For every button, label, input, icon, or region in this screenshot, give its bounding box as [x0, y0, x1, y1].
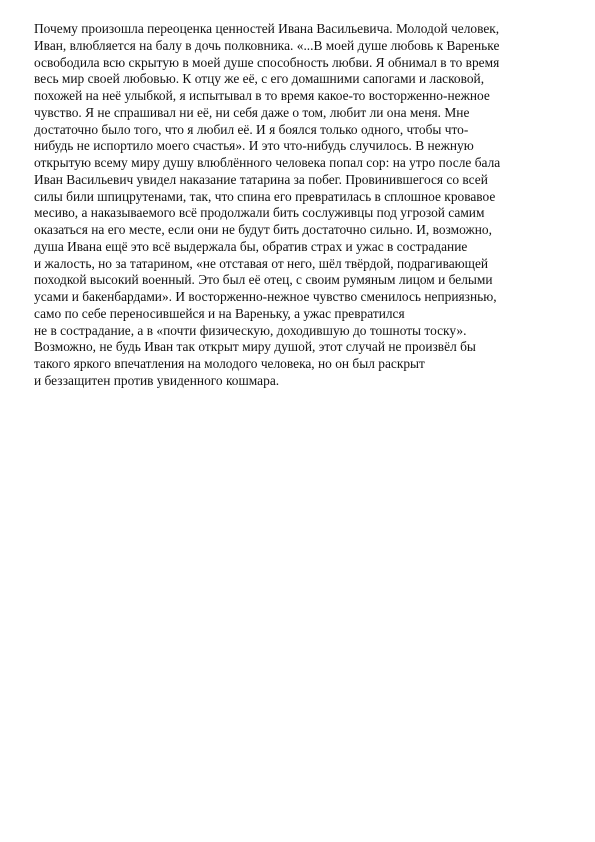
- text-line: Иван Васильевич увидел наказание татарина за побег. Провинившегося со всей: [34, 171, 488, 187]
- text-line: месиво, а наказываемого всё продолжали бить сослуживцы под угрозой самим: [34, 205, 485, 221]
- text-line: походкой высокий военный. Это был её отец, с своим румяным лицом и белыми: [34, 272, 493, 288]
- text-line: чувство. Я не спрашивал ни её, ни себя даже о том, любит ли она меня. Мне: [34, 104, 470, 120]
- text-line: освободила всю скрытую в моей душе способность любви. Я обнимал в то время: [34, 54, 500, 70]
- text-line: Почему произошла переоценка ценностей Ивана Васильевича. Молодой человек,: [34, 21, 500, 36]
- text-line: открытую всему миру душу влюблённого человека попал сор: на утро после бала: [34, 155, 501, 170]
- text-line: усами и бакенбардами». И восторженно-нежное чувство сменилось неприязнью,: [34, 289, 497, 304]
- text-line: и беззащитен против увиденного кошмара.: [34, 372, 280, 388]
- text-line: весь мир своей любовью. К отцу же её, с его домашними сапогами и ласковой,: [34, 71, 485, 87]
- essay-paragraph: [34, 21, 566, 390]
- text-line: и жалость, но за татарином, «не отставая от него, шёл твёрдой, подрагивающей: [34, 255, 489, 271]
- text-line: не в сострадание, а в «почти физическую, доходившую до тошноты тоску».: [34, 322, 467, 338]
- text-line: нибудь не испортило моего счастья». И это что-нибудь случилось. В нежную: [34, 138, 474, 154]
- text-line: оказаться на его месте, если они не будут бить достаточно сильно. И, возможно,: [34, 222, 492, 237]
- text-line: само по себе переносившейся и на Вареньку, а ужас превратился: [34, 305, 405, 321]
- text-line: силы били шпицрутенами, так, что спина его превратилась в сплошное кровавое: [34, 188, 496, 204]
- text-line: Иван, влюбляется на балу в дочь полковника. «...В моей душе любовь к Вареньке: [34, 37, 500, 53]
- text-line: такого яркого впечатления на молодого человека, но он был раскрыт: [34, 356, 425, 371]
- text-line: Возможно, не будь Иван так открыт миру душой, этот случай не произвёл бы: [34, 339, 476, 355]
- text-line: душа Ивана ещё это всё выдержала бы, обратив страх и ужас в сострадание: [34, 238, 468, 254]
- text-line: достаточно было того, что я любил её. И я боялся только одного, чтобы что-: [34, 121, 469, 137]
- text-line: похожей на неё улыбкой, я испытывал в то время какое-то восторженно-нежное: [34, 88, 490, 103]
